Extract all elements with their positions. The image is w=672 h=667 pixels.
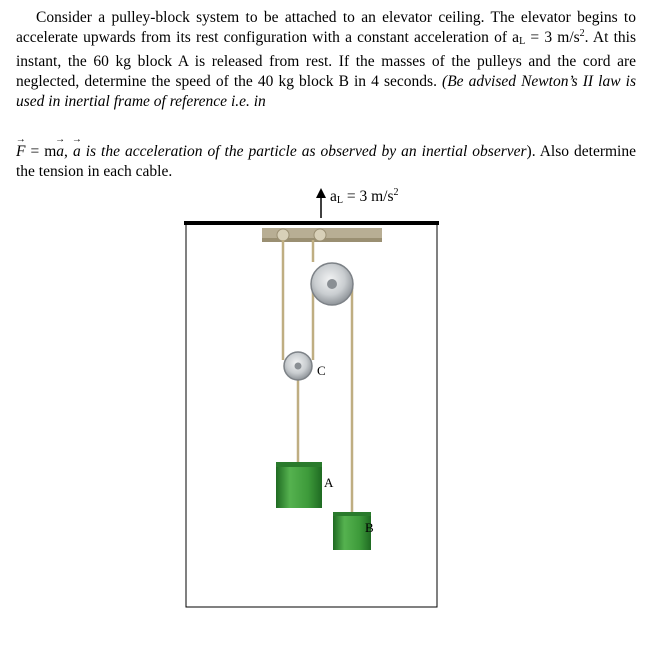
label-C: C (317, 363, 326, 378)
problem-accel-eq: = 3 m/s (530, 29, 580, 46)
accel-sup: 2 (393, 187, 399, 198)
problem-line1: Consider a pulley-block system to be attached to an elevator ceiling. The elevator begins to accelerate upwards from its rest configuration with a constant acceleration of a (16, 9, 636, 46)
formula-eq: = m (25, 143, 57, 160)
label-B: B (365, 520, 374, 535)
ceiling-anchor-icon (314, 229, 326, 241)
problem-line1-sub: L (519, 36, 526, 47)
formula-comma: , (64, 143, 68, 160)
problem-closing: ). Also determine the tension in each cable. (16, 143, 636, 180)
formula-a: → a (56, 142, 64, 162)
accel-a: a (330, 188, 337, 205)
accel-value: = 3 m/s (343, 188, 394, 205)
formula-F: → F (16, 142, 25, 162)
label-A: A (324, 475, 334, 490)
formula-a2: → a (73, 142, 81, 162)
accel-sub: L (336, 195, 343, 206)
problem-accel-sup: 2 (579, 28, 585, 39)
block-A (276, 462, 322, 508)
problem-italic-note: (Be advised Newton’s II law is used in inertial frame of reference i.e. in (16, 73, 636, 110)
acceleration-arrow (316, 188, 326, 218)
ceiling-anchor-icon (277, 229, 289, 241)
problem-line2-rest: . At this instant, the 60 kg block A is released from rest. If the masses of the pulleys and the cord are neglected, determine the speed of the 40 kg block B in 4 seconds. (16, 29, 636, 90)
formula-tail: is the acceleration of the particle as observed by an inertial observer (80, 143, 527, 160)
upper-pulley-icon (311, 263, 353, 305)
pulley-C-icon (284, 352, 312, 380)
